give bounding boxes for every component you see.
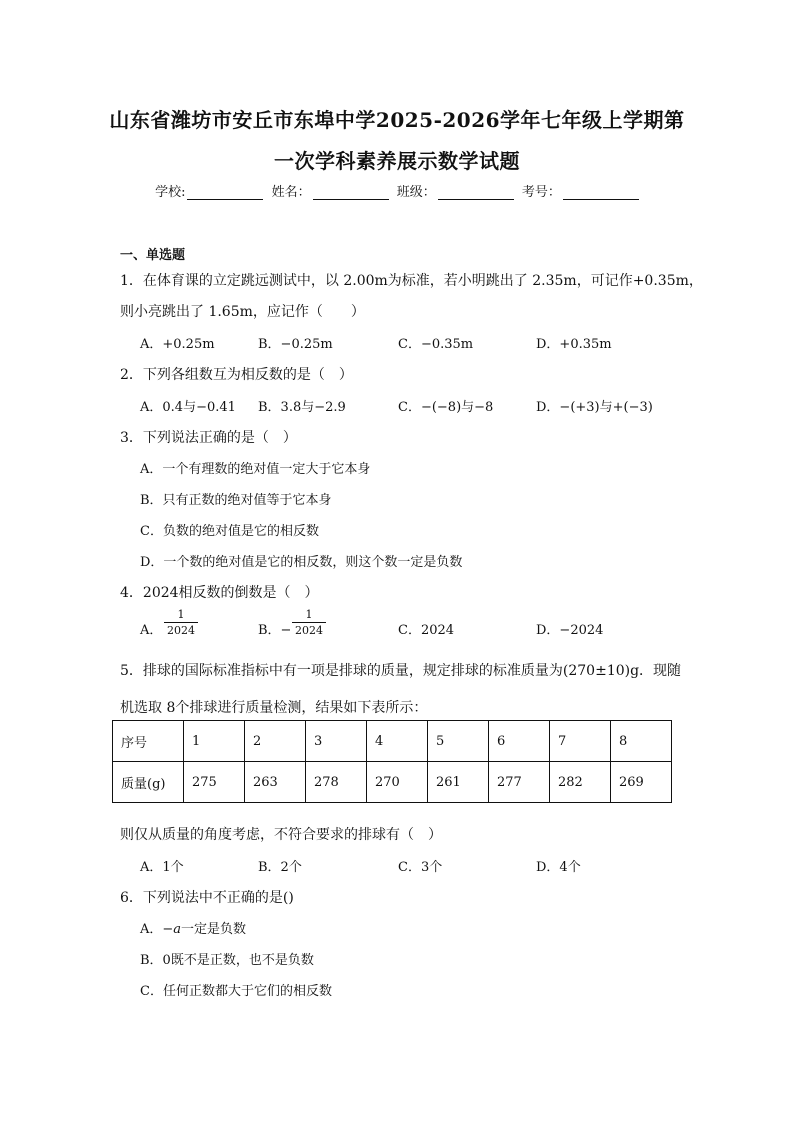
q4-option-b-fraction: [292, 608, 326, 637]
table-header-mass: 质量(g): [113, 762, 184, 803]
exam-title-line2: 一次学科素养展示数学试题: [274, 149, 520, 173]
table-cell: 8: [611, 721, 672, 762]
q6-option-a-prefix: A．−: [140, 922, 174, 937]
table-cell: 2: [245, 721, 306, 762]
q5-option-b: B．2个: [258, 860, 302, 875]
section-heading: 一、单选题: [120, 248, 186, 263]
q6-option-b: B．0既不是正数，也不是负数: [140, 953, 314, 968]
class-blank[interactable]: [438, 185, 514, 200]
q5-stem-line1: 5．排球的国际标准指标中有一项是排球的质量，规定排球的标准质量为(270±10)g．现随: [120, 663, 682, 679]
q1-option-a: A．+0.25m: [140, 337, 215, 352]
q2-stem: 2．下列各组数互为相反数的是（ ）: [120, 367, 353, 383]
exam-number-blank[interactable]: [563, 185, 639, 200]
q6-option-a-suffix: 一定是负数: [181, 922, 247, 937]
q4-option-a-numerator: 1: [164, 608, 198, 623]
q5-stem-line2: 机选取 8个排球进行质量检测，结果如下表所示：: [120, 700, 428, 716]
school-blank[interactable]: [187, 185, 263, 200]
q2-option-d: D．−(+3)与+(−3): [536, 400, 653, 415]
exam-number-label: 考号：: [521, 185, 561, 200]
table-row: [113, 762, 672, 803]
q6-option-a-variable: a: [173, 922, 182, 937]
table-cell: 5: [428, 721, 489, 762]
table-cell: 7: [550, 721, 611, 762]
table-row: [113, 721, 672, 762]
school-label: 学校:: [155, 185, 186, 200]
table-header-index: 序号: [113, 721, 184, 762]
name-blank[interactable]: [313, 185, 389, 200]
table-cell: 277: [489, 762, 550, 803]
q5-option-c: C．3个: [398, 860, 443, 875]
q4-option-c: C．2024: [398, 623, 455, 638]
q6-option-a: [140, 918, 246, 937]
q4-option-b-numerator: 1: [292, 608, 326, 623]
q1-option-c: C．−0.35m: [398, 337, 474, 352]
q2-option-a: A．0.4与−0.41: [140, 400, 236, 415]
q3-option-d: D．一个数的绝对值是它的相反数，则这个数一定是负数: [140, 555, 463, 570]
mass-table: [112, 720, 672, 803]
q4-option-a-fraction: [164, 608, 198, 637]
q2-option-b: B．3.8与−2.9: [258, 400, 346, 415]
q4-stem: 4．2024相反数的倒数是（ ）: [120, 585, 319, 601]
student-info-row: [0, 181, 794, 200]
q3-stem: 3．下列说法正确的是（ ）: [120, 430, 297, 446]
table-cell: 1: [184, 721, 245, 762]
table-cell: 269: [611, 762, 672, 803]
name-label: 姓名：: [271, 185, 311, 200]
table-cell: 275: [184, 762, 245, 803]
q1-option-d: D．+0.35m: [536, 337, 612, 352]
q5-option-d: D．4个: [536, 860, 581, 875]
table-cell: 3: [306, 721, 367, 762]
q3-option-c: C．负数的绝对值是它的相反数: [140, 524, 319, 539]
q4-option-b-label: B．−: [258, 623, 292, 638]
q4-option-b-denominator: 2024: [295, 624, 323, 637]
q3-option-b: B．只有正数的绝对值等于它本身: [140, 493, 332, 508]
q1-option-b: B．−0.25m: [258, 337, 333, 352]
q1-stem-line2: 则小亮跳出了 1.65m，应记作（ ）: [120, 304, 365, 320]
q4-option-a-denominator: 2024: [167, 624, 195, 637]
q4-option-d: D．−2024: [536, 623, 604, 638]
q6-option-c: C．任何正数都大于它们的相反数: [140, 984, 332, 999]
q1-stem-line1: 1．在体育课的立定跳远测试中，以 2.00m为标准，若小明跳出了 2.35m，可记作+0.35m，: [120, 273, 703, 289]
q5-stem-line3: 则仅从质量的角度考虑，不符合要求的排球有（ ）: [120, 827, 442, 843]
q2-option-c: C．−(−8)与−8: [398, 400, 494, 415]
table-cell: 282: [550, 762, 611, 803]
table-cell: 270: [367, 762, 428, 803]
exam-title-line1: 山东省潍坊市安丘市东埠中学2025-2026学年七年级上学期第: [109, 108, 685, 132]
q4-option-a-label: A．: [140, 623, 163, 638]
table-cell: 261: [428, 762, 489, 803]
table-cell: 4: [367, 721, 428, 762]
class-label: 班级：: [396, 185, 436, 200]
table-cell: 263: [245, 762, 306, 803]
table-cell: 6: [489, 721, 550, 762]
table-cell: 278: [306, 762, 367, 803]
q5-option-a: A．1个: [140, 860, 184, 875]
q3-option-a: A．一个有理数的绝对值一定大于它本身: [140, 462, 371, 477]
q6-stem: 6．下列说法中不正确的是(): [120, 890, 294, 906]
